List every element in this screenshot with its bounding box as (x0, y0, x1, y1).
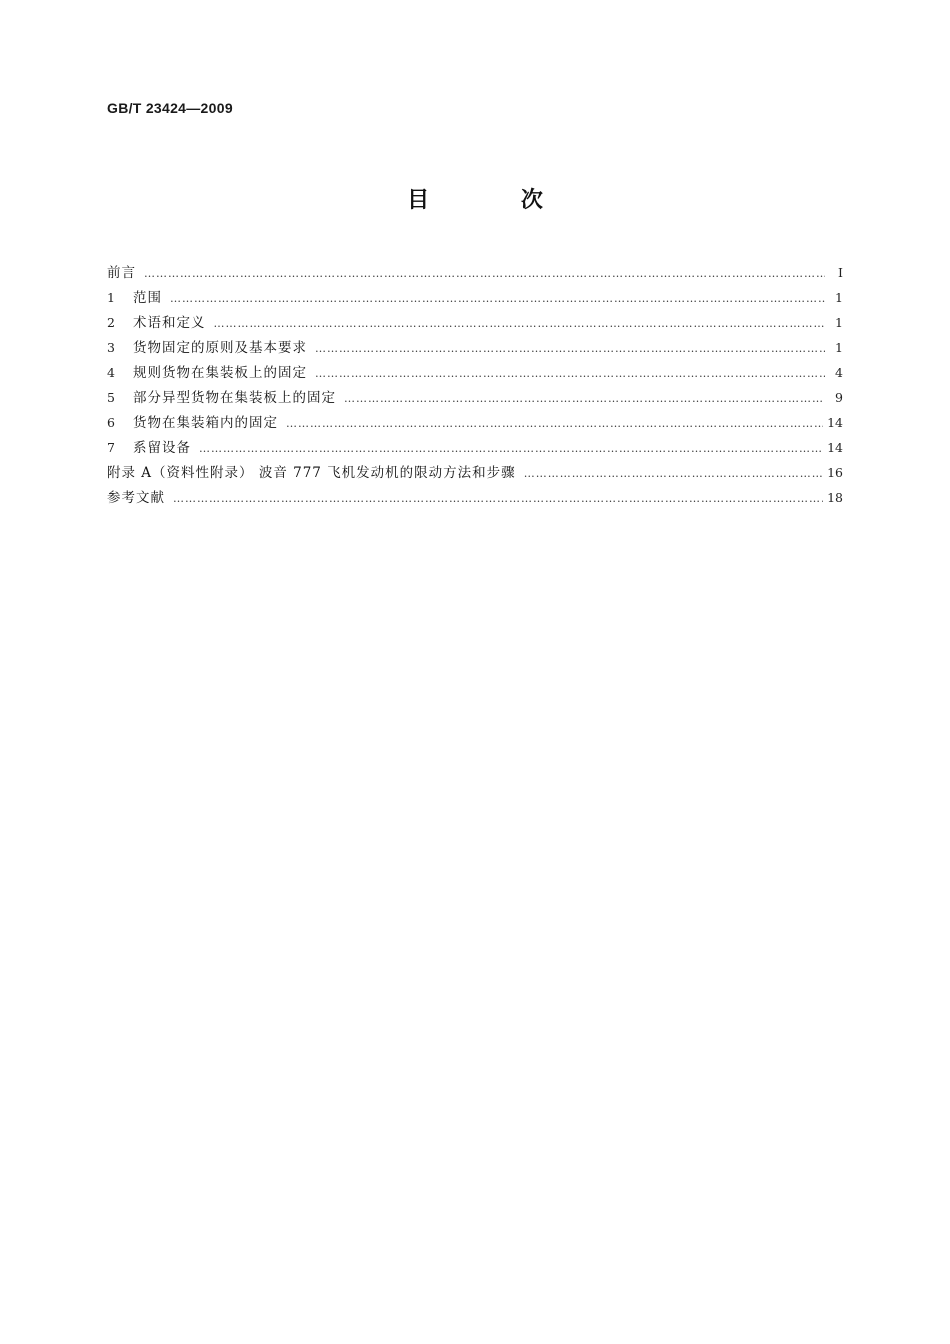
toc-entry-irregular-cargo[interactable] (107, 385, 843, 410)
toc-dot-leader (524, 461, 823, 486)
toc-entry-label: 系留设备 (133, 440, 191, 456)
toc-dot-leader (170, 286, 825, 311)
toc-entry-number: 5 (107, 390, 115, 405)
toc-page-number: Ⅰ (838, 265, 843, 280)
toc-entry-label: 参考文献 (107, 490, 165, 506)
toc-title: 目 次 (407, 188, 585, 213)
toc-page-number: 18 (827, 490, 843, 505)
toc-page-number: 14 (827, 440, 843, 455)
toc-dot-leader (214, 311, 826, 336)
toc-page-number: 9 (835, 390, 843, 405)
toc-entry-number: 1 (107, 290, 115, 305)
toc-page-number: 1 (835, 290, 843, 305)
toc-page-number: 14 (827, 415, 843, 430)
toc-entry-container-cargo[interactable] (107, 410, 843, 435)
standard-code: GB/T 23424—2009 (107, 100, 233, 116)
toc-page-number: 4 (835, 365, 843, 380)
toc-dot-leader (286, 411, 823, 436)
toc-dot-leader (173, 486, 823, 511)
toc-entry-regular-cargo[interactable] (107, 360, 843, 385)
toc-entry-label: 附录 A（资料性附录） 波音 777 飞机发动机的限动方法和步骤 (107, 465, 516, 481)
toc-dot-leader (344, 386, 825, 411)
toc-entry-label: 货物固定的原则及基本要求 (133, 340, 307, 356)
toc-dot-leader (315, 336, 825, 361)
toc-entry-scope[interactable] (107, 285, 843, 310)
toc-entry-label: 规则货物在集装板上的固定 (133, 365, 307, 381)
toc-dot-leader (144, 261, 825, 286)
toc-entry-number: 6 (107, 415, 115, 430)
toc-dot-leader (199, 436, 823, 461)
toc-entry-label: 范围 (133, 290, 162, 306)
toc-entry-label: 前言 (107, 265, 136, 281)
toc-entry-terms[interactable] (107, 310, 843, 335)
toc-entry-label: 货物在集装箱内的固定 (133, 415, 278, 431)
table-of-contents (107, 260, 843, 510)
toc-page-number: 16 (827, 465, 843, 480)
toc-entry-foreword[interactable] (107, 260, 843, 285)
toc-entry-label: 术语和定义 (133, 315, 206, 331)
toc-page-number: 1 (835, 340, 843, 355)
toc-entry-number: 7 (107, 440, 115, 455)
toc-entry-references[interactable] (107, 485, 843, 510)
toc-page-number: 1 (835, 315, 843, 330)
toc-entry-number: 4 (107, 365, 115, 380)
toc-entry-tiedown-equipment[interactable] (107, 435, 843, 460)
toc-dot-leader (315, 361, 825, 386)
toc-entry-principles[interactable] (107, 335, 843, 360)
toc-entry-number: 2 (107, 315, 115, 330)
toc-entry-label: 部分异型货物在集装板上的固定 (133, 390, 336, 406)
toc-entry-appendix-a[interactable] (107, 460, 843, 485)
toc-entry-number: 3 (107, 340, 115, 355)
